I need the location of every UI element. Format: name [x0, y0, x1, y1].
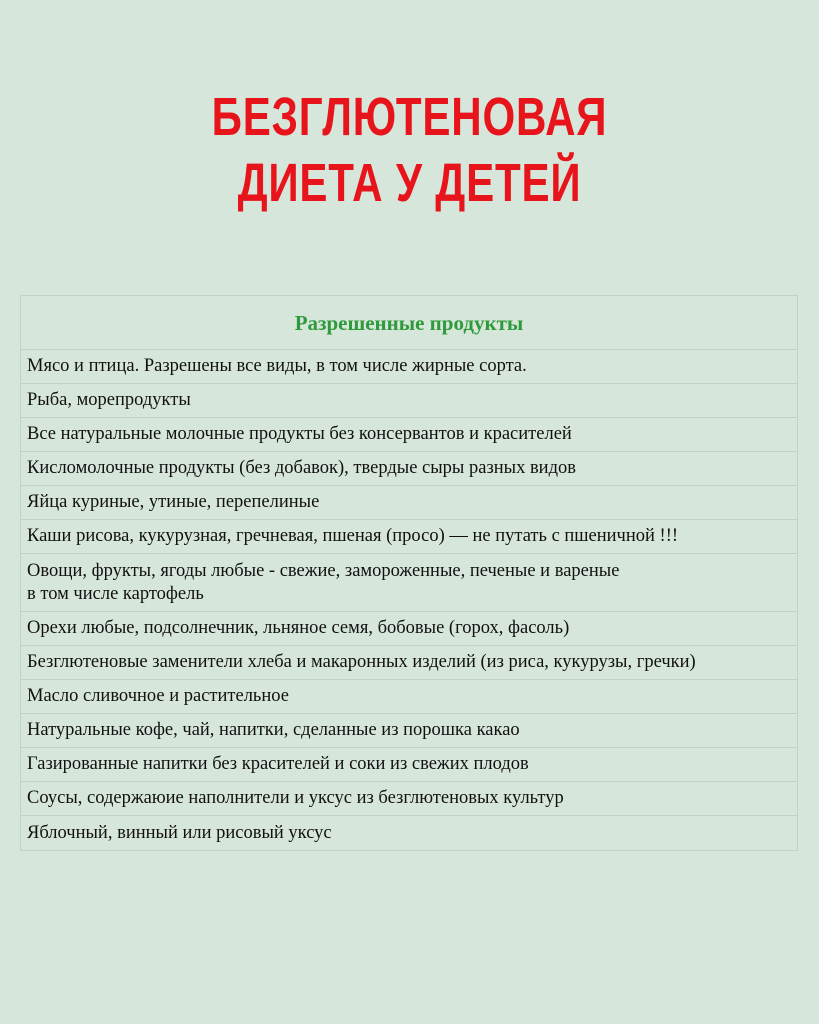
- table-row: Масло сливочное и растительное: [21, 680, 797, 714]
- table-row: Орехи любые, подсолнечник, льняное семя, бобовые (горох, фасоль): [21, 612, 797, 646]
- table-row: Газированные напитки без красителей и соки из свежих плодов: [21, 748, 797, 782]
- table-row: Яблочный, винный или рисовый уксус: [27, 822, 332, 843]
- title-line-1: БЕЗГЛЮТЕНОВАЯ: [211, 87, 608, 147]
- allowed-products-table: [20, 295, 798, 851]
- title-line-2: ДИЕТА У ДЕТЕЙ: [237, 153, 582, 213]
- table-row: Каши рисова, кукурузная, гречневая, пшеная (просо) — не путать с пшеничной !!!: [21, 520, 797, 554]
- table-row: Рыба, морепродукты: [21, 384, 797, 418]
- table-row: Кисломолочные продукты (без добавок), твердые сыры разных видов: [21, 452, 797, 486]
- table-row: Натуральные кофе, чай, напитки, сделанные из порошка какао: [21, 714, 797, 748]
- table-row: [21, 554, 797, 612]
- table-row: Мясо и птица. Разрешены все виды, в том числе жирные сорта.: [21, 350, 797, 384]
- page-title: [90, 84, 729, 216]
- table-header: Разрешенные продукты: [21, 296, 797, 350]
- table-row: Соусы, содержаюие наполнители и уксус из безглютеновых культур: [21, 782, 797, 816]
- table-row: Яйца куриные, утиные, перепелиные: [21, 486, 797, 520]
- table-row: Безглютеновые заменители хлеба и макаронных изделий (из риса, кукурузы, гречки): [21, 646, 797, 680]
- table-row-line: в том числе картофель: [27, 583, 204, 604]
- table-row: Все натуральные молочные продукты без консервантов и красителей: [21, 418, 797, 452]
- table-row-line: Овощи, фрукты, ягоды любые - свежие, замороженные, печеные и вареные: [27, 560, 620, 581]
